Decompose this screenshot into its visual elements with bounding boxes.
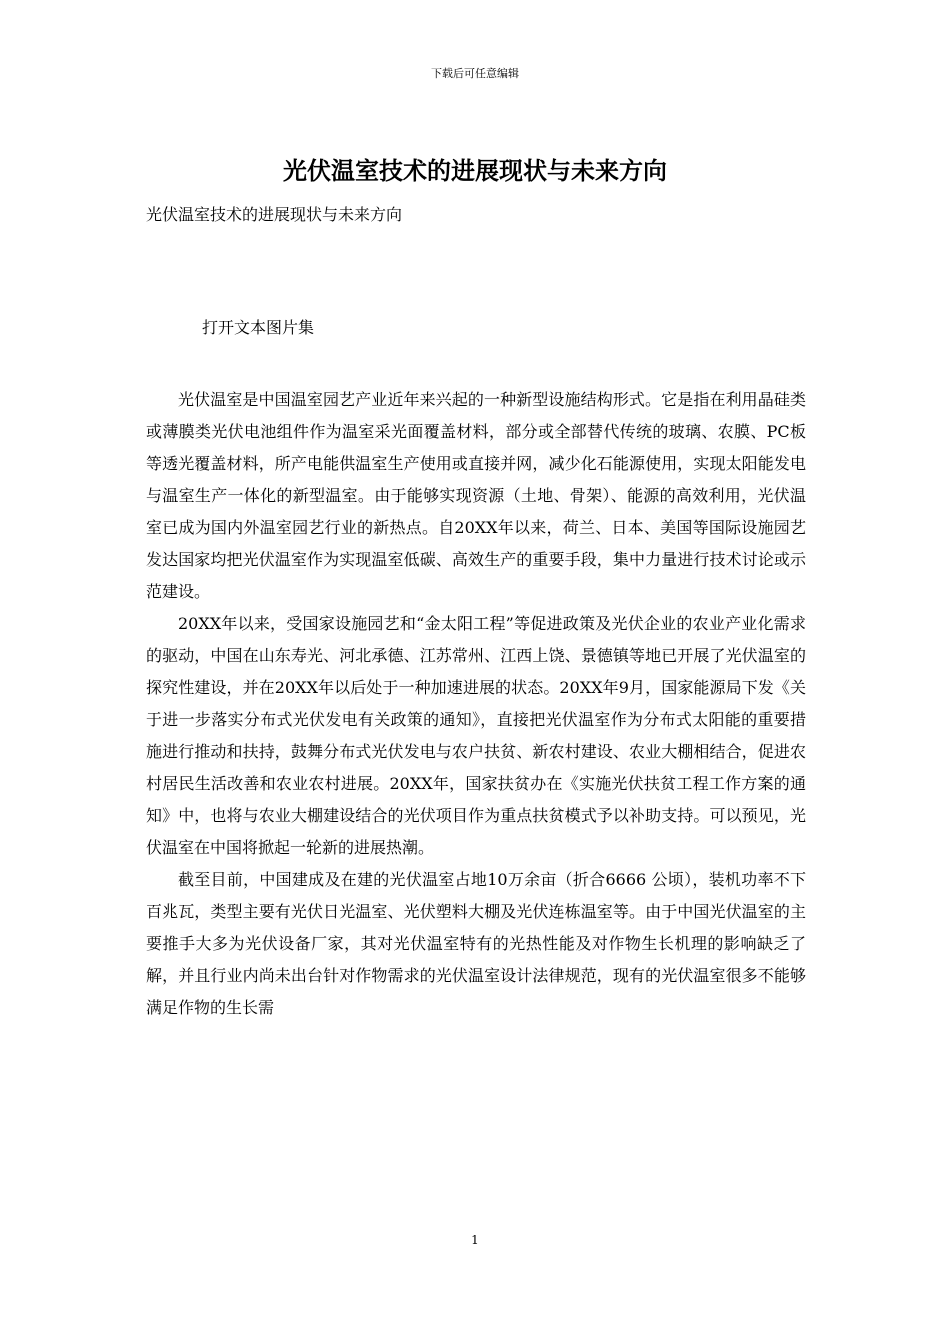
image-collection-label: 打开文本图片集 bbox=[202, 318, 315, 337]
header-note: 下载后可任意编辑 bbox=[431, 67, 519, 80]
paragraph-2: 20XX年以来，受国家设施园艺和“金太阳工程”等促进政策及光伏企业的农业产业化需求的驱动，中国在山东寿光、河北承德、江苏常州、江西上饶、景德镇等地已开展了光伏温室的探究性建设，并在20XX年以后处于一种加速进展的状态。20XX年9月，国家能源局下发《关于进一步落实分布式光伏发电有关政策的通知》，直接把光伏温室作为分布式太阳能的重要措施进行推动和扶持，鼓舞分布式光伏发电与农户扶贫、新农村建设、农业大棚相结合，促进农村居民生活改善和农业农村进展。20XX年，国家扶贫办在《实施光伏扶贫工程工作方案的通知》中，也将与农业大棚建设结合的光伏项目作为重点扶贫模式予以补助支持。可以预见，光伏温室在中国将掀起一轮新的进展热潮。 bbox=[146, 614, 806, 857]
paragraph-3: 截至目前，中国建成及在建的光伏温室占地10万余亩（折合6666 公顷），装机功率不下百兆瓦，类型主要有光伏日光温室、光伏塑料大棚及光伏连栋温室等。由于中国光伏温室的主要推手大多为光伏设备厂家，其对光伏温室特有的光热性能及对作物生长机理的影响缺乏了解，并且行业内尚未出台针对作物需求的光伏温室设计法律规范，现有的光伏温室很多不能够满足作物的生长需 bbox=[146, 870, 806, 1017]
paragraph-1: 光伏温室是中国温室园艺产业近年来兴起的一种新型设施结构形式。它是指在利用晶硅类或薄膜类光伏电池组件作为温室采光面覆盖材料，部分或全部替代传统的玻璃、农膜、PC板等透光覆盖材料，所产电能供温室生产使用或直接并网，减少化石能源使用，实现太阳能发电与温室生产一体化的新型温室。由于能够实现资源（土地、骨架）、能源的高效利用，光伏温室已成为国内外温室园艺行业的新热点。自20XX年以来，荷兰、日本、美国等国际设施园艺发达国家均把光伏温室作为实现温室低碳、高效生产的重要手段，集中力量进行技术讨论或示范建设。 bbox=[146, 390, 806, 601]
page-title: 光伏温室技术的进展现状与未来方向 bbox=[283, 156, 667, 185]
body-text bbox=[146, 384, 806, 1024]
page-subtitle: 光伏温室技术的进展现状与未来方向 bbox=[146, 205, 403, 224]
page-number: 1 bbox=[471, 1233, 479, 1247]
